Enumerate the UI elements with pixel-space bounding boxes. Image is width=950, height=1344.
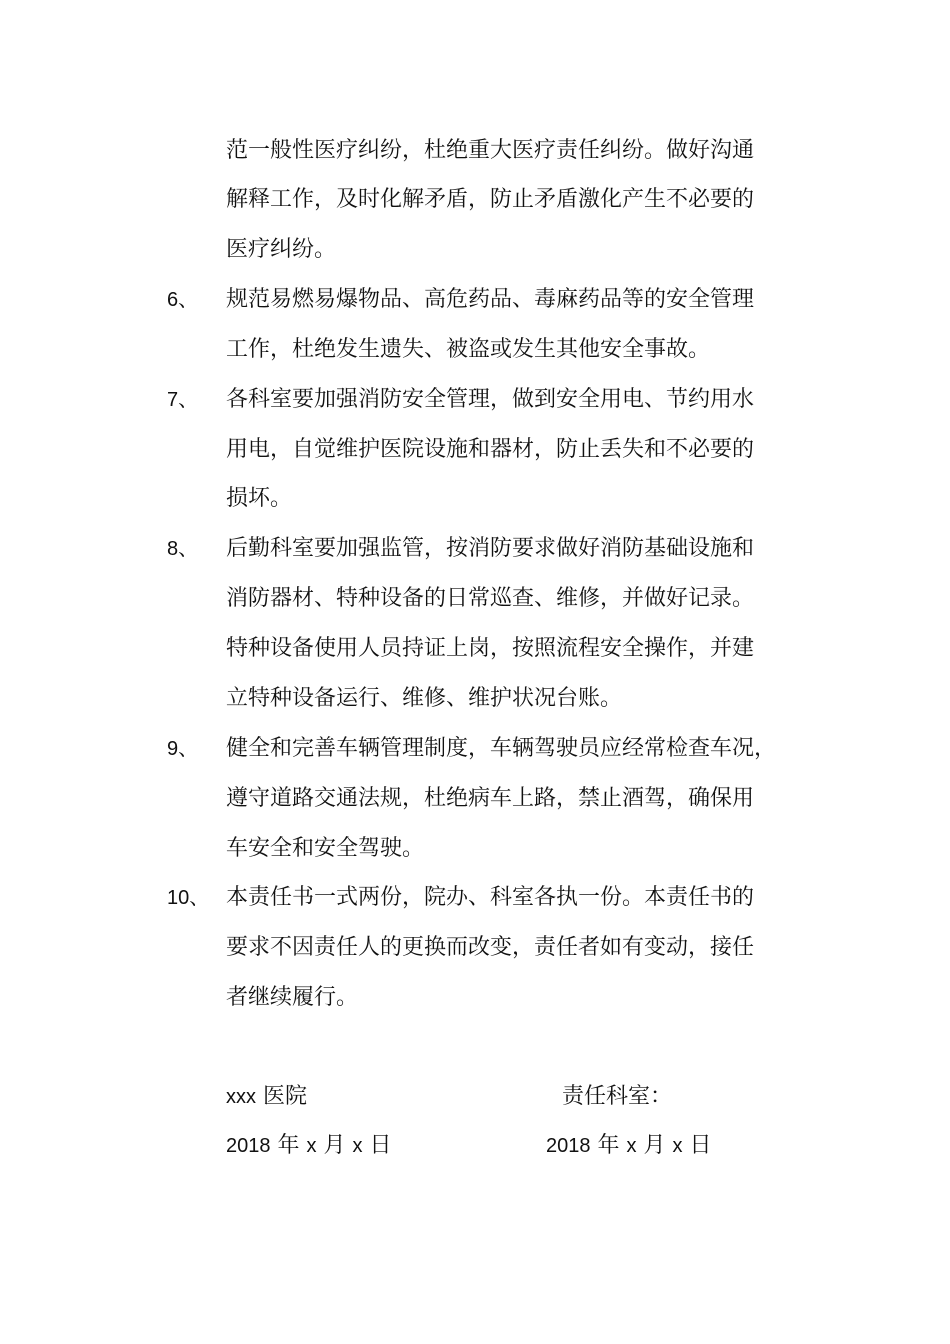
continuation-line: 解释工作，及时化解矛盾，防止矛盾激化产生不必要的 — [226, 187, 755, 212]
right-date — [546, 1131, 712, 1161]
item-line: 后勤科室要加强监管，按消防要求做好消防基础设施和 — [226, 536, 755, 561]
item-line: 各科室要加强消防安全管理，做到安全用电、节约用水 — [226, 387, 755, 412]
left-date-year-label: 年 — [270, 1133, 307, 1158]
continuation-line: 医疗纠纷。 — [226, 237, 337, 262]
item-number: 6、 — [167, 289, 199, 311]
continuation-line: 范一般性医疗纠纷，杜绝重大医疗责任纠纷。做好沟通 — [226, 138, 755, 163]
right-date-month-label: 月 — [636, 1133, 673, 1158]
right-date-day: x — [672, 1135, 683, 1157]
left-date — [226, 1131, 392, 1161]
left-date-month: x — [306, 1135, 317, 1157]
left-date-year: 2018 — [226, 1135, 271, 1157]
item-line: 立特种设备运行、维修、维护状况台账。 — [226, 686, 623, 711]
item-line: 损坏。 — [226, 486, 293, 511]
right-date-month: x — [626, 1135, 637, 1157]
left-date-month-label: 月 — [316, 1133, 353, 1158]
item-line: 车安全和安全驾驶。 — [226, 836, 425, 861]
item-line: 工作，杜绝发生遗失、被盗或发生其他安全事故。 — [226, 337, 711, 362]
left-date-day: x — [352, 1135, 363, 1157]
left-party — [226, 1082, 307, 1112]
item-line: 规范易燃易爆物品、高危药品、毒麻药品等的安全管理 — [226, 287, 755, 312]
right-date-day-label: 日 — [682, 1133, 712, 1158]
right-date-year: 2018 — [546, 1135, 591, 1157]
item-number: 9、 — [167, 738, 199, 760]
item-number: 7、 — [167, 389, 199, 411]
item-line: 健全和完善车辆管理制度，车辆驾驶员应经常检查车况， — [226, 736, 777, 761]
left-party-prefix: xxx — [226, 1086, 256, 1108]
item-line: 遵守道路交通法规，杜绝病车上路，禁止酒驾，确保用 — [226, 786, 755, 811]
item-line: 要求不因责任人的更换而改变，责任者如有变动，接任 — [226, 935, 755, 960]
item-line: 用电，自觉维护医院设施和器材，防止丢失和不必要的 — [226, 437, 755, 462]
item-line: 消防器材、特种设备的日常巡查、维修，并做好记录。 — [226, 586, 755, 611]
item-number: 10、 — [167, 887, 210, 909]
item-line: 特种设备使用人员持证上岗，按照流程安全操作，并建 — [226, 636, 755, 661]
item-line: 者继续履行。 — [226, 985, 359, 1010]
item-number: 8、 — [167, 538, 199, 560]
right-party: 责任科室： — [562, 1084, 673, 1109]
right-date-year-label: 年 — [590, 1133, 627, 1158]
left-date-day-label: 日 — [362, 1133, 392, 1158]
left-party-name: 医院 — [256, 1084, 307, 1109]
item-line: 本责任书一式两份，院办、科室各执一份。本责任书的 — [226, 885, 755, 910]
